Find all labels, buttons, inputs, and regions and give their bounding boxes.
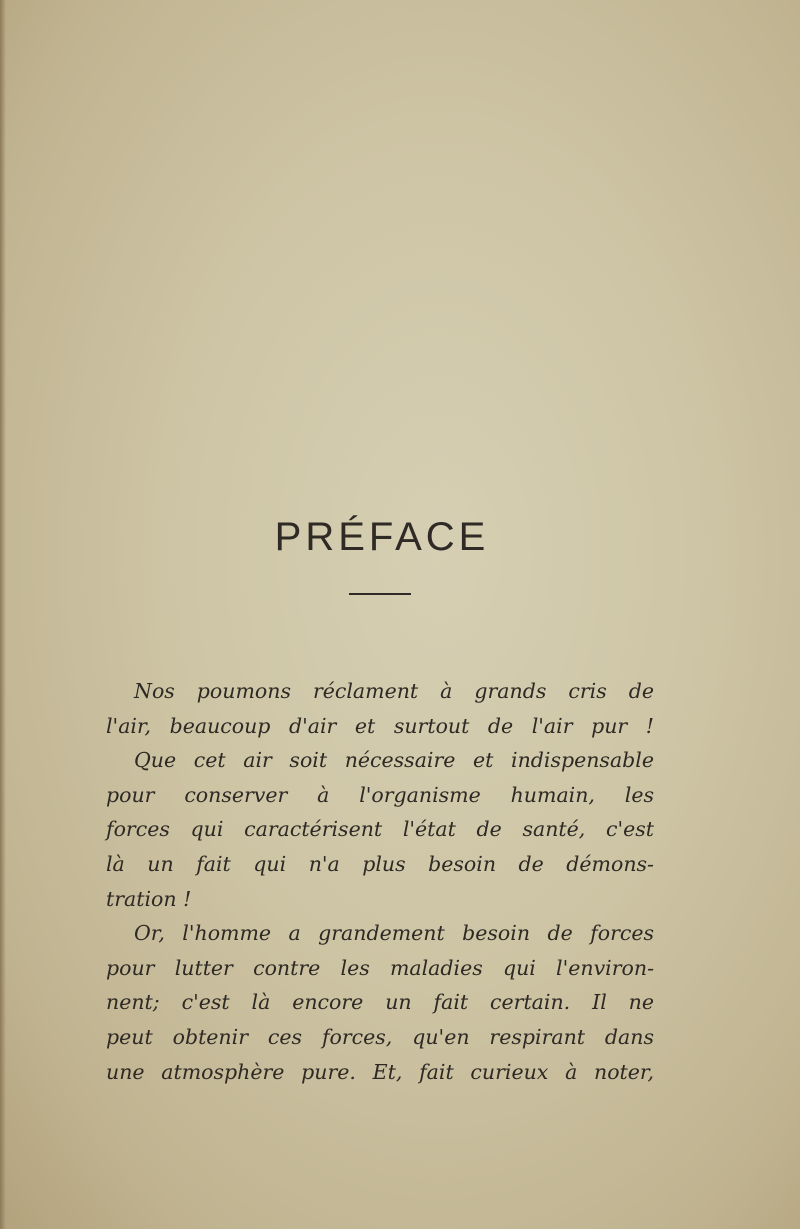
title-divider (349, 593, 411, 595)
text-line: Nos poumons réclament à grands cris de (134, 679, 654, 703)
text-line: Or, l'homme a grandement besoin de forces (134, 921, 654, 946)
text-line: tration ! (106, 886, 192, 911)
text-line: forces qui caractérisent l'état de santé, c'est (106, 817, 654, 842)
text-line: Que cet air soit nécessaire et indispensable (134, 748, 654, 773)
page-title: PRÉFACE (274, 514, 490, 559)
text-line: l'air, beaucoup d'air et surtout de l'air pur ! (106, 713, 654, 738)
text-line: une atmosphère pure. Et, fait curieux à noter, (106, 1059, 654, 1084)
text-line: pour lutter contre les maladies qui l'environ- (106, 955, 654, 980)
text-line: peut obtenir ces forces, qu'en respirant dans (106, 1024, 654, 1049)
page-edge-shadow (0, 0, 6, 1229)
text-line: nent; c'est là encore un fait certain. Il ne (106, 990, 654, 1015)
preface-text (106, 674, 654, 1089)
text-line: pour conserver à l'organisme humain, les (106, 782, 654, 807)
text-line: là un fait qui n'a plus besoin de démons- (106, 851, 654, 876)
